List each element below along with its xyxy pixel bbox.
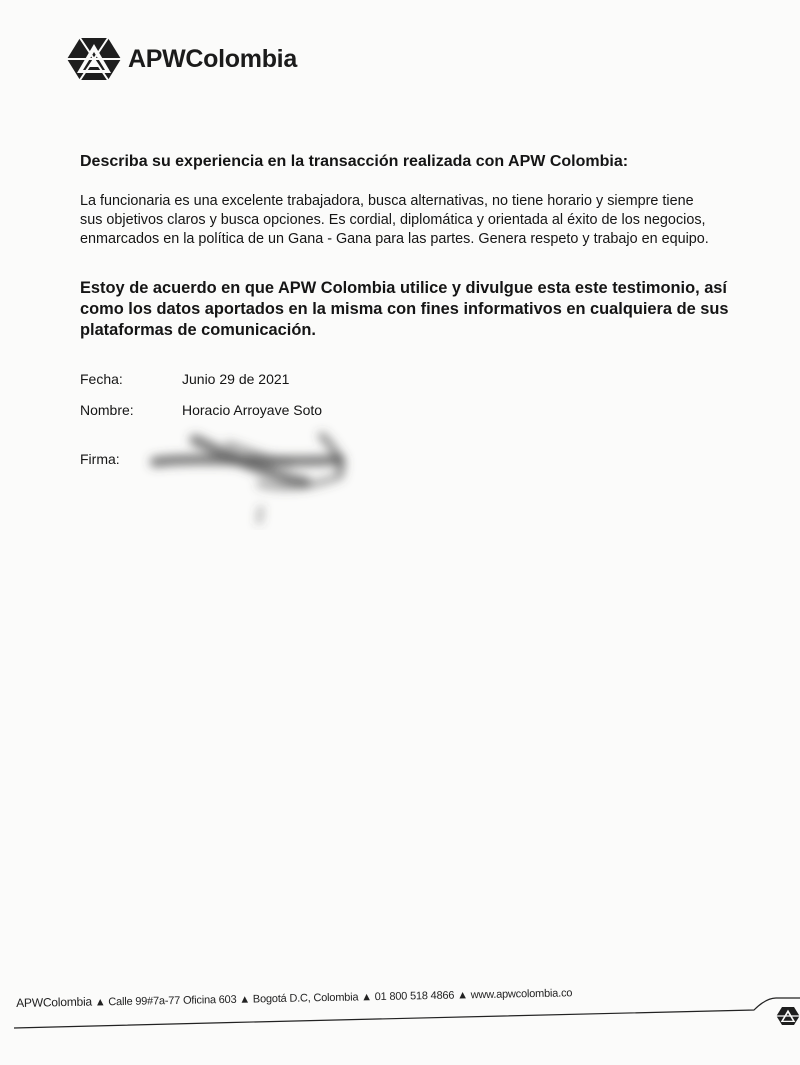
consent-line: Estoy de acuerdo en que APW Colombia utilice y divulgue esta este testimonio, así: [80, 279, 727, 297]
signature-label: Firma:: [80, 451, 120, 467]
separator-icon: ▲: [361, 991, 372, 1004]
footer: [14, 987, 800, 1052]
separator-icon: ▲: [239, 993, 251, 1006]
answer-line: enmarcados en la política de un Gana - Gana para las partes. Genera respeto y trabajo en equipo.: [80, 231, 709, 247]
footer-website: www.apwcolombia.co: [470, 987, 573, 1002]
answer-line: sus objetivos claros y busca opciones. Es cordial, diplomática y orientada al éxito de los negocios,: [80, 212, 706, 228]
testimonial-answer: [80, 192, 750, 249]
consent-statement: [80, 278, 750, 341]
footer-city: Bogotá D.C, Colombia: [252, 991, 359, 1006]
signature-image: [140, 420, 360, 530]
apw-triangle-logo-icon: [66, 36, 122, 82]
name-value: Horacio Arroyave Soto: [182, 402, 323, 418]
question-heading: Describa su experiencia en la transacción realizada con APW Colombia:: [80, 153, 629, 170]
answer-line: La funcionaria es una excelente trabajadora, busca alternativas, no tiene horario y siempre tiene: [80, 193, 694, 209]
footer-phone: 01 800 518 4866: [374, 989, 455, 1004]
footer-brand: APWColombia: [16, 994, 93, 1010]
consent-line: plataformas de comunicación.: [80, 321, 316, 339]
header-logo: [66, 36, 297, 82]
footer-address: Calle 99#7a-77 Oficina 603: [108, 993, 237, 1009]
separator-icon: ▲: [94, 996, 106, 1009]
date-label: Fecha:: [80, 371, 123, 387]
name-label: Nombre:: [80, 402, 134, 418]
separator-icon: ▲: [457, 989, 468, 1002]
date-value: Junio 29 de 2021: [182, 371, 290, 387]
footer-logo-icon: [776, 1005, 800, 1027]
consent-line: como los datos aportados en la misma con fines informativos en cualquiera de sus: [80, 300, 729, 318]
brand-name: APWColombia: [128, 44, 297, 73]
